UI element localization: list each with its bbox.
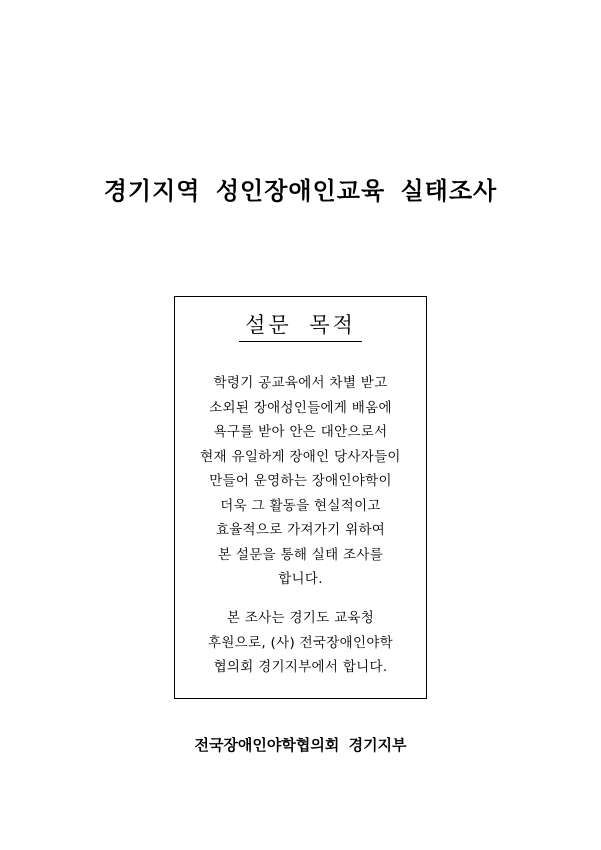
purpose-line: 소외된 장애성인들에게 배움에 bbox=[209, 399, 392, 416]
purpose-line: 본 설문을 통해 실태 조사를 bbox=[217, 546, 384, 563]
survey-purpose-box bbox=[174, 296, 427, 699]
organization-name: 전국장애인야학협의회 경기지부 bbox=[194, 736, 407, 754]
purpose-line: 만들어 운영하는 장애인야학이 bbox=[209, 473, 392, 489]
sponsor-line: 후원으로, (사) 전국장애인야학 bbox=[208, 634, 393, 651]
purpose-paragraph-1 bbox=[175, 371, 426, 592]
purpose-heading bbox=[175, 311, 426, 342]
purpose-line: 더욱 그 활동을 현실적이고 bbox=[220, 497, 381, 514]
purpose-line: 합니다. bbox=[278, 571, 323, 587]
purpose-paragraph-2 bbox=[175, 606, 426, 680]
sponsor-line: 본 조사는 경기도 교육청 bbox=[226, 610, 375, 626]
purpose-line: 학령기 공교육에서 차별 받고 bbox=[213, 375, 388, 391]
sponsor-line: 협의회 경기지부에서 합니다. bbox=[213, 659, 388, 675]
document-title: 경기지역 성인장애인교육 실태조사 bbox=[103, 177, 498, 205]
purpose-line: 욕구를 받아 안은 대안으로서 bbox=[213, 424, 388, 440]
purpose-line: 현재 유일하게 장애인 당사자들이 bbox=[200, 448, 401, 465]
purpose-heading-text: 설문 목적 bbox=[239, 311, 362, 342]
purpose-line: 효율적으로 가져가기 위하여 bbox=[215, 522, 386, 538]
